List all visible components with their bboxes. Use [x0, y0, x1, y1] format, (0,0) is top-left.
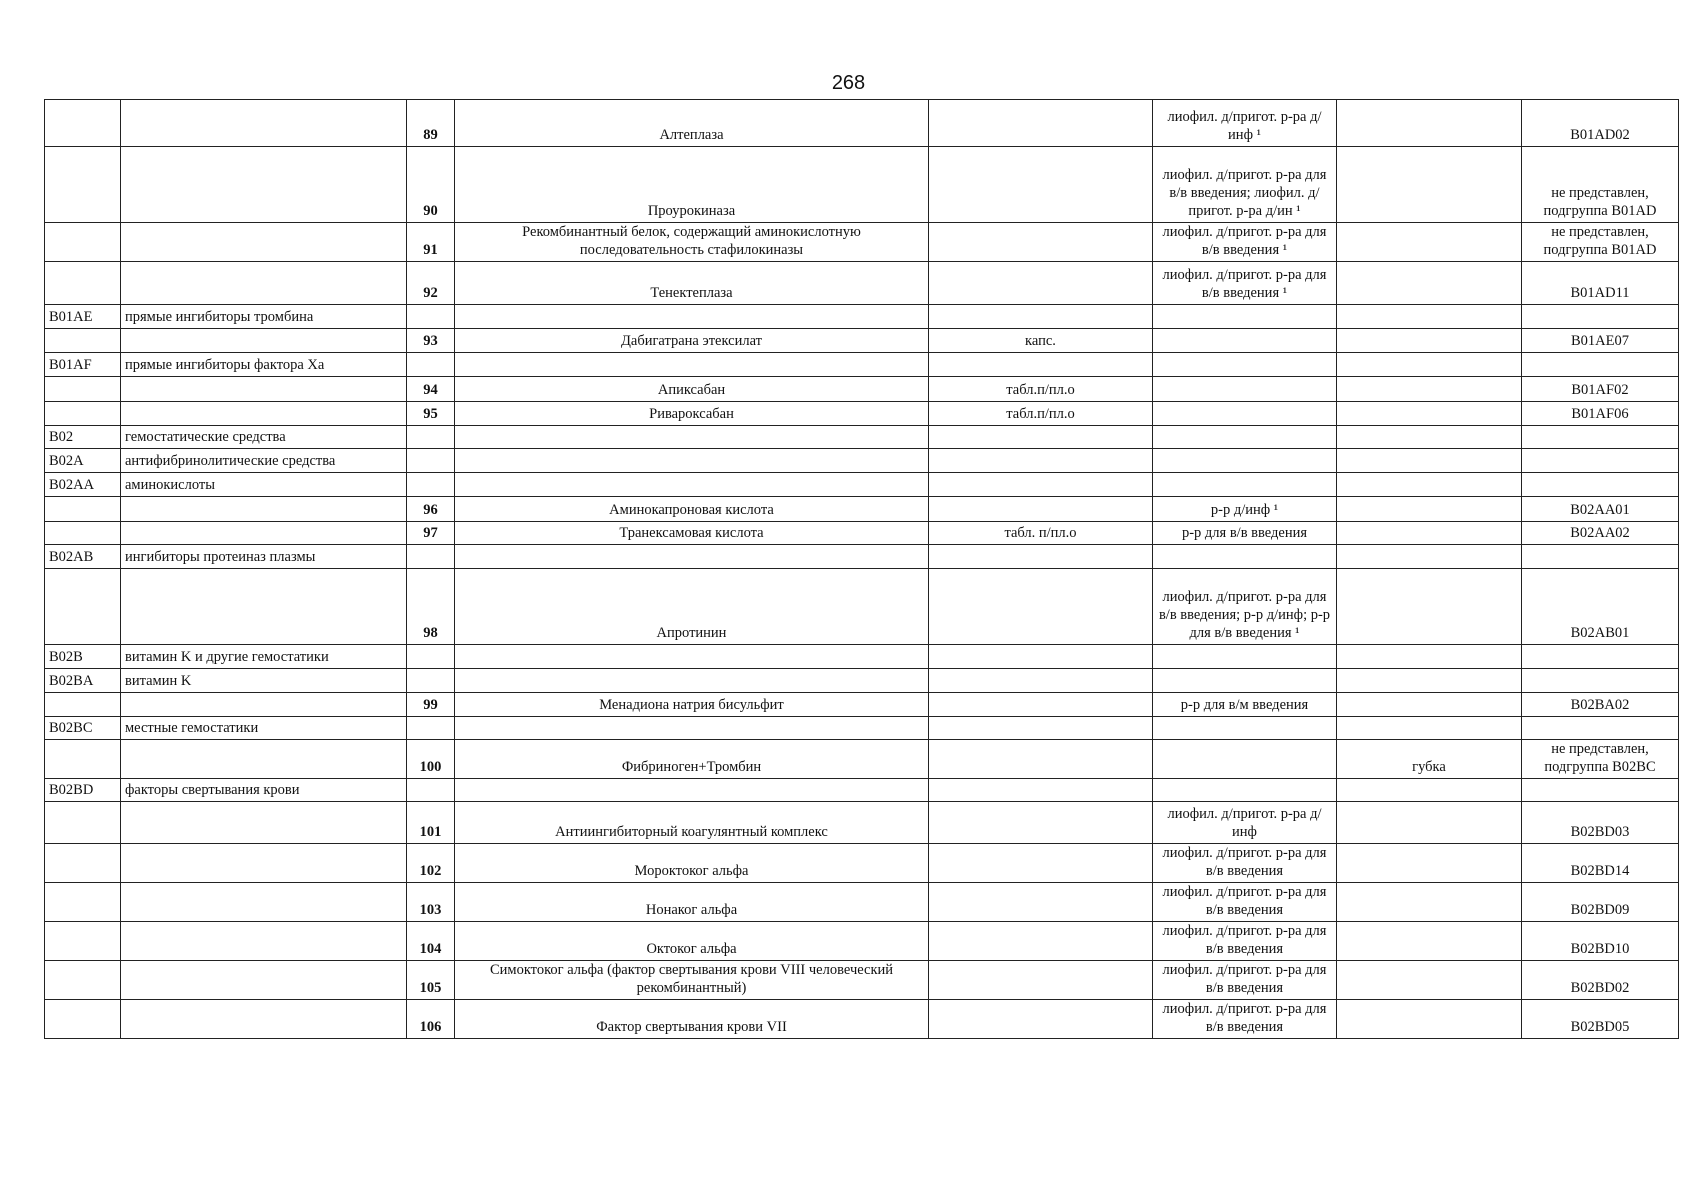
drug-name-cell [455, 353, 929, 377]
item-number-cell: 92 [407, 262, 455, 305]
dosage-form-3-cell [1337, 473, 1522, 497]
dosage-form-3-cell [1337, 717, 1522, 740]
group-name-cell: прямые ингибиторы тромбина [121, 305, 407, 329]
dosage-form-cell: табл.п/пл.о [929, 377, 1153, 402]
dosage-form-3-cell [1337, 353, 1522, 377]
drug-name-cell: Тенектеплаза [455, 262, 929, 305]
group-name-cell [121, 1000, 407, 1039]
table-row [45, 844, 1679, 883]
atc-code-cell: B01AE [45, 305, 121, 329]
medicines-table [44, 99, 1679, 1039]
atc-code-cell: B02BC [45, 717, 121, 740]
atc-code-cell [45, 377, 121, 402]
group-row [45, 426, 1679, 449]
table-row [45, 693, 1679, 717]
item-number-cell: 91 [407, 223, 455, 262]
dosage-form-cell [929, 223, 1153, 262]
dosage-form-cell [929, 497, 1153, 522]
group-name-cell [121, 377, 407, 402]
atc-reference-cell: B02BD05 [1522, 1000, 1679, 1039]
dosage-form-3-cell [1337, 305, 1522, 329]
table-row [45, 922, 1679, 961]
item-number-cell [407, 717, 455, 740]
group-row [45, 779, 1679, 802]
item-number-cell: 101 [407, 802, 455, 844]
atc-reference-cell: B02BD09 [1522, 883, 1679, 922]
drug-name-cell [455, 545, 929, 569]
group-name-cell [121, 693, 407, 717]
dosage-form-3-cell [1337, 883, 1522, 922]
item-number-cell: 106 [407, 1000, 455, 1039]
dosage-form-3-cell [1337, 449, 1522, 473]
table-row [45, 223, 1679, 262]
dosage-form-3-cell [1337, 426, 1522, 449]
group-name-cell [121, 922, 407, 961]
atc-reference-cell: B02BD02 [1522, 961, 1679, 1000]
group-row [45, 473, 1679, 497]
drug-name-cell: Транексамовая кислота [455, 522, 929, 545]
dosage-form-cell [929, 779, 1153, 802]
dosage-form-2-cell: лиофил. д/пригот. р-ра для в/в введения [1153, 1000, 1337, 1039]
group-name-cell [121, 844, 407, 883]
dosage-form-2-cell: лиофил. д/пригот. р-ра для в/в введения [1153, 883, 1337, 922]
atc-code-cell [45, 100, 121, 147]
dosage-form-cell [929, 569, 1153, 645]
dosage-form-2-cell [1153, 449, 1337, 473]
group-name-cell: прямые ингибиторы фактора Xa [121, 353, 407, 377]
drug-name-cell [455, 426, 929, 449]
group-name-cell: ингибиторы протеиназ плазмы [121, 545, 407, 569]
atc-reference-cell: B02BD14 [1522, 844, 1679, 883]
dosage-form-3-cell [1337, 669, 1522, 693]
group-name-cell [121, 497, 407, 522]
item-number-cell [407, 426, 455, 449]
group-name-cell [121, 802, 407, 844]
table-row [45, 961, 1679, 1000]
dosage-form-cell [929, 1000, 1153, 1039]
dosage-form-3-cell [1337, 569, 1522, 645]
drug-name-cell: Мороктоког альфа [455, 844, 929, 883]
group-name-cell: витамин K [121, 669, 407, 693]
item-number-cell [407, 669, 455, 693]
drug-name-cell: Апротинин [455, 569, 929, 645]
atc-code-cell [45, 922, 121, 961]
item-number-cell: 93 [407, 329, 455, 353]
item-number-cell [407, 353, 455, 377]
group-name-cell: аминокислоты [121, 473, 407, 497]
group-row [45, 449, 1679, 473]
item-number-cell: 102 [407, 844, 455, 883]
dosage-form-2-cell: лиофил. д/пригот. р-ра д/инф ¹ [1153, 100, 1337, 147]
item-number-cell: 99 [407, 693, 455, 717]
dosage-form-cell [929, 473, 1153, 497]
dosage-form-3-cell [1337, 522, 1522, 545]
atc-code-cell: B02A [45, 449, 121, 473]
drug-name-cell [455, 645, 929, 669]
atc-reference-cell: B02AA01 [1522, 497, 1679, 522]
drug-name-cell [455, 717, 929, 740]
drug-name-cell: Апиксабан [455, 377, 929, 402]
item-number-cell [407, 545, 455, 569]
dosage-form-2-cell: лиофил. д/пригот. р-ра для в/в введения [1153, 922, 1337, 961]
dosage-form-cell [929, 883, 1153, 922]
item-number-cell: 103 [407, 883, 455, 922]
dosage-form-cell [929, 305, 1153, 329]
group-name-cell [121, 402, 407, 426]
table-row [45, 377, 1679, 402]
dosage-form-cell [929, 426, 1153, 449]
atc-code-cell [45, 329, 121, 353]
dosage-form-2-cell: лиофил. д/пригот. р-ра для в/в введения ¹ [1153, 262, 1337, 305]
atc-code-cell [45, 961, 121, 1000]
dosage-form-3-cell [1337, 262, 1522, 305]
atc-reference-cell [1522, 473, 1679, 497]
atc-code-cell [45, 402, 121, 426]
dosage-form-cell [929, 545, 1153, 569]
dosage-form-cell [929, 100, 1153, 147]
dosage-form-2-cell: лиофил. д/пригот. р-ра для в/в введения; р-р д/инф; р-р для в/в введения ¹ [1153, 569, 1337, 645]
group-name-cell [121, 147, 407, 223]
atc-code-cell [45, 497, 121, 522]
dosage-form-2-cell: р-р для в/в введения [1153, 522, 1337, 545]
dosage-form-2-cell: лиофил. д/пригот. р-ра для в/в введения [1153, 844, 1337, 883]
item-number-cell: 95 [407, 402, 455, 426]
dosage-form-cell [929, 693, 1153, 717]
group-row [45, 717, 1679, 740]
item-number-cell: 98 [407, 569, 455, 645]
atc-reference-cell [1522, 779, 1679, 802]
group-name-cell: факторы свертывания крови [121, 779, 407, 802]
atc-reference-cell [1522, 645, 1679, 669]
group-name-cell: антифибринолитические средства [121, 449, 407, 473]
drug-name-cell: Фибриноген+Тромбин [455, 740, 929, 779]
atc-code-cell: B02BD [45, 779, 121, 802]
dosage-form-2-cell: лиофил. д/пригот. р-ра для в/в введения [1153, 961, 1337, 1000]
item-number-cell [407, 473, 455, 497]
dosage-form-cell [929, 802, 1153, 844]
drug-name-cell: Проурокиназа [455, 147, 929, 223]
page-number: 268 [831, 72, 866, 94]
group-name-cell [121, 262, 407, 305]
atc-code-cell [45, 569, 121, 645]
item-number-cell: 100 [407, 740, 455, 779]
drug-name-cell [455, 449, 929, 473]
group-row [45, 669, 1679, 693]
atc-reference-cell [1522, 545, 1679, 569]
atc-reference-cell [1522, 449, 1679, 473]
table-row [45, 147, 1679, 223]
dosage-form-3-cell [1337, 1000, 1522, 1039]
dosage-form-3-cell [1337, 922, 1522, 961]
dosage-form-3-cell [1337, 645, 1522, 669]
drug-name-cell: Фактор свертывания крови VII [455, 1000, 929, 1039]
atc-reference-cell: не представлен, подгруппа B01AD [1522, 223, 1679, 262]
drug-name-cell: Ривароксабан [455, 402, 929, 426]
group-name-cell [121, 740, 407, 779]
dosage-form-3-cell [1337, 402, 1522, 426]
item-number-cell [407, 305, 455, 329]
atc-reference-cell: не представлен, подгруппа B02BC [1522, 740, 1679, 779]
drug-name-cell: Дабигатрана этексилат [455, 329, 929, 353]
group-name-cell [121, 883, 407, 922]
drug-name-cell: Нонаког альфа [455, 883, 929, 922]
dosage-form-2-cell [1153, 740, 1337, 779]
group-row [45, 305, 1679, 329]
atc-code-cell [45, 262, 121, 305]
drug-name-cell: Октоког альфа [455, 922, 929, 961]
atc-code-cell: B02AB [45, 545, 121, 569]
atc-code-cell: B02AA [45, 473, 121, 497]
dosage-form-2-cell: лиофил. д/пригот. р-ра для в/в введения ¹ [1153, 223, 1337, 262]
dosage-form-2-cell [1153, 353, 1337, 377]
table-row [45, 802, 1679, 844]
table-row [45, 497, 1679, 522]
dosage-form-3-cell [1337, 693, 1522, 717]
drug-name-cell: Рекомбинантный белок, содержащий аминокислотную последовательность стафилокиназы [455, 223, 929, 262]
dosage-form-cell [929, 717, 1153, 740]
group-name-cell [121, 522, 407, 545]
dosage-form-2-cell: лиофил. д/пригот. р-ра для в/в введения; лиофил. д/пригот. р-ра д/ин ¹ [1153, 147, 1337, 223]
atc-reference-cell: B02BA02 [1522, 693, 1679, 717]
table-row [45, 740, 1679, 779]
item-number-cell: 97 [407, 522, 455, 545]
group-name-cell [121, 100, 407, 147]
drug-name-cell [455, 473, 929, 497]
item-number-cell [407, 779, 455, 802]
dosage-form-cell [929, 353, 1153, 377]
atc-code-cell: B02B [45, 645, 121, 669]
dosage-form-2-cell [1153, 426, 1337, 449]
atc-code-cell [45, 740, 121, 779]
item-number-cell: 94 [407, 377, 455, 402]
dosage-form-2-cell: р-р д/инф ¹ [1153, 497, 1337, 522]
dosage-form-cell [929, 449, 1153, 473]
dosage-form-2-cell: лиофил. д/пригот. р-ра д/инф [1153, 802, 1337, 844]
group-row [45, 545, 1679, 569]
drug-name-cell [455, 779, 929, 802]
group-row [45, 353, 1679, 377]
dosage-form-3-cell [1337, 100, 1522, 147]
table-row [45, 1000, 1679, 1039]
atc-reference-cell: B02BD10 [1522, 922, 1679, 961]
atc-reference-cell: B02AB01 [1522, 569, 1679, 645]
atc-reference-cell: B01AF02 [1522, 377, 1679, 402]
dosage-form-cell [929, 961, 1153, 1000]
atc-reference-cell: B02BD03 [1522, 802, 1679, 844]
dosage-form-cell [929, 147, 1153, 223]
atc-code-cell [45, 802, 121, 844]
item-number-cell [407, 645, 455, 669]
group-name-cell [121, 569, 407, 645]
item-number-cell [407, 449, 455, 473]
dosage-form-2-cell [1153, 329, 1337, 353]
atc-reference-cell [1522, 717, 1679, 740]
drug-name-cell: Симоктоког альфа (фактор свертывания крови VIII человеческий рекомбинантный) [455, 961, 929, 1000]
drug-name-cell: Менадиона натрия бисульфит [455, 693, 929, 717]
group-name-cell: местные гемостатики [121, 717, 407, 740]
dosage-form-3-cell [1337, 497, 1522, 522]
dosage-form-3-cell [1337, 377, 1522, 402]
atc-code-cell: B02 [45, 426, 121, 449]
item-number-cell: 105 [407, 961, 455, 1000]
drug-name-cell: Антиингибиторный коагулянтный комплекс [455, 802, 929, 844]
drug-name-cell [455, 305, 929, 329]
atc-code-cell [45, 844, 121, 883]
table-row [45, 883, 1679, 922]
atc-code-cell [45, 1000, 121, 1039]
atc-code-cell [45, 693, 121, 717]
dosage-form-3-cell [1337, 329, 1522, 353]
atc-code-cell: B02BA [45, 669, 121, 693]
group-name-cell: витамин K и другие гемостатики [121, 645, 407, 669]
drug-name-cell: Алтеплаза [455, 100, 929, 147]
atc-code-cell [45, 883, 121, 922]
dosage-form-3-cell [1337, 802, 1522, 844]
table-row [45, 100, 1679, 147]
dosage-form-2-cell [1153, 305, 1337, 329]
dosage-form-3-cell [1337, 223, 1522, 262]
dosage-form-3-cell [1337, 844, 1522, 883]
dosage-form-3-cell: губка [1337, 740, 1522, 779]
dosage-form-cell [929, 740, 1153, 779]
table-row [45, 522, 1679, 545]
dosage-form-3-cell [1337, 147, 1522, 223]
group-row [45, 645, 1679, 669]
atc-reference-cell: B01AE07 [1522, 329, 1679, 353]
atc-code-cell [45, 223, 121, 262]
dosage-form-cell [929, 262, 1153, 305]
item-number-cell: 90 [407, 147, 455, 223]
atc-reference-cell: B02AA02 [1522, 522, 1679, 545]
dosage-form-cell: табл.п/пл.о [929, 402, 1153, 426]
drug-name-cell [455, 669, 929, 693]
atc-reference-cell [1522, 426, 1679, 449]
atc-code-cell [45, 147, 121, 223]
atc-reference-cell: B01AF06 [1522, 402, 1679, 426]
group-name-cell [121, 329, 407, 353]
group-name-cell: гемостатические средства [121, 426, 407, 449]
dosage-form-2-cell [1153, 545, 1337, 569]
item-number-cell: 89 [407, 100, 455, 147]
dosage-form-3-cell [1337, 545, 1522, 569]
atc-code-cell [45, 522, 121, 545]
atc-reference-cell: не представлен, подгруппа B01AD [1522, 147, 1679, 223]
dosage-form-2-cell: р-р для в/м введения [1153, 693, 1337, 717]
dosage-form-cell: капс. [929, 329, 1153, 353]
dosage-form-3-cell [1337, 779, 1522, 802]
dosage-form-2-cell [1153, 717, 1337, 740]
atc-reference-cell: B01AD11 [1522, 262, 1679, 305]
group-name-cell [121, 961, 407, 1000]
atc-code-cell: B01AF [45, 353, 121, 377]
table-row [45, 262, 1679, 305]
table-row [45, 569, 1679, 645]
dosage-form-2-cell [1153, 402, 1337, 426]
dosage-form-2-cell [1153, 377, 1337, 402]
dosage-form-3-cell [1337, 961, 1522, 1000]
dosage-form-cell [929, 645, 1153, 669]
item-number-cell: 104 [407, 922, 455, 961]
table-row [45, 402, 1679, 426]
table-row [45, 329, 1679, 353]
dosage-form-cell [929, 669, 1153, 693]
atc-reference-cell: B01AD02 [1522, 100, 1679, 147]
atc-reference-cell [1522, 305, 1679, 329]
item-number-cell: 96 [407, 497, 455, 522]
atc-reference-cell [1522, 669, 1679, 693]
dosage-form-2-cell [1153, 669, 1337, 693]
drug-name-cell: Аминокапроновая кислота [455, 497, 929, 522]
dosage-form-cell: табл. п/пл.о [929, 522, 1153, 545]
dosage-form-2-cell [1153, 645, 1337, 669]
group-name-cell [121, 223, 407, 262]
dosage-form-2-cell [1153, 473, 1337, 497]
dosage-form-2-cell [1153, 779, 1337, 802]
atc-reference-cell [1522, 353, 1679, 377]
dosage-form-cell [929, 922, 1153, 961]
dosage-form-cell [929, 844, 1153, 883]
